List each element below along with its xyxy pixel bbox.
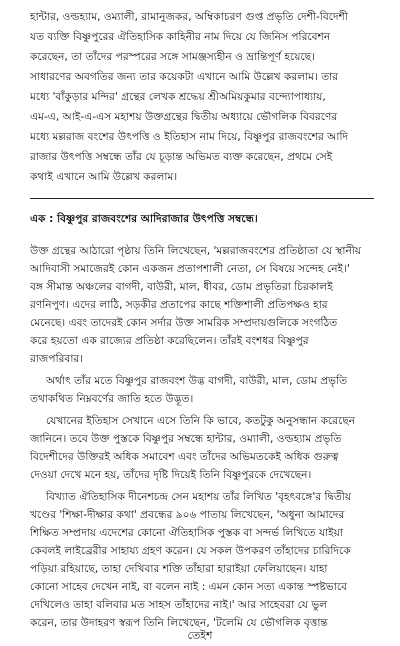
body-text-line: অর্থাৎ তাঁর মতে বিষ্ণুপুর রাজবংশ উদ্ভ বাগদী, বাউরী, মাল, ডোম প্রভৃতি bbox=[46, 375, 348, 387]
body-text-line: কথাই এখানে আমি উল্লেখ করলাম। bbox=[30, 171, 178, 183]
body-text-line: জানিনে। তবে উক্ত পুস্তকে বিষ্ণুপুর সম্বন্ধে হান্টার, ওম্যালী, ওল্ডহ্যাম প্রভৃতি bbox=[30, 433, 342, 445]
body-text-line: রাজার উৎপত্তি সম্বন্ধে তাঁর যে চূড়ান্ত অভিমত ব্যক্ত করেছেন, প্রথমে সেই bbox=[30, 151, 333, 163]
body-text-line: মেনেছে। এবং তাদেরই কোন সর্দার উক্ত সামরিক সম্প্রদায়গুলিকে সংগঠিত bbox=[30, 317, 338, 329]
body-text-line: করে হয়তো এক রাজ্যের প্রতিষ্ঠা করেছিলেন। তাঁরই বংশধর বিষ্ণুপুর bbox=[30, 335, 309, 347]
body-text-line: দেখিলেও তাহা বলিবার মত সাহস তাঁহাদের নাই।' আর সাহেবরা যে ভুল bbox=[30, 599, 328, 611]
body-text-line: মধ্যে মল্লরাজ বংশের উৎপত্তি ও ইতিহাস নাম দিয়ে, বিষ্ণুপুর রাজবংশের আদি bbox=[30, 131, 349, 143]
body-text-line: আদিবাসী সমাজেরই কোন একজন প্রতাপশালী নেতা, সে বিষয়ে সন্দেহ নেই।' bbox=[30, 263, 350, 275]
body-text-line: এম-এ, আই-এ-এস মহাশয় উক্তগ্রন্থের দ্বিতীয় অধ্যায়ে ভৌগলিক বিবরণের bbox=[30, 111, 338, 123]
body-text-line: সাধারণের অবগতির জন্য তার কয়েকটা এখানে আমি উল্লেখ করলাম। তার bbox=[30, 71, 339, 83]
body-text-line: করেছেন, তা তাঁদের পরস্পরের সঙ্গে সামঞ্জস্যহীন ও ভ্রান্তিপূর্ণ হয়েছে। bbox=[30, 51, 315, 63]
body-text-line: শিক্ষিত সম্প্রদায় এদেশের কোনো ঐতিহাসিক পুস্তক বা সন্দর্ভ লিখিতে যাইয়া bbox=[30, 527, 343, 539]
body-text-line: পড়িয়া রহিয়াছে, তাহা দেখিবার শক্তি তাঁহারা হারাইয়া ফেলিয়াছেন। যাহা bbox=[30, 563, 328, 575]
body-text-line: খণ্ডের 'শিক্ষা-দীক্ষার কথা' প্রবন্ধের ৯০৬ পাতায় লিখেছেন, 'অধুনা আমাদের bbox=[30, 509, 345, 521]
body-text-line: রাজপরিবার। bbox=[30, 353, 84, 365]
body-text-line: রণনিপুণ। এদের লাঠি, সড়কীর প্রতাপের কাছে শক্তিশালী প্রতিপক্ষও হার bbox=[30, 299, 328, 311]
body-text-line: কোনো সাহেব দেখেন নাই, বা বলেন নাই : এমন কোন সত্য একান্ত স্পষ্টভাবে bbox=[30, 581, 347, 593]
body-text-line: যেখানের ইতিহাস সেখানে এসে তিনি কি ভাবে, কতটুকু অনুসন্ধান করেছেন bbox=[46, 415, 356, 427]
body-text-line: কেবলই লাইব্রেরীর সাহায্য গ্রহণ করেন। যে সকল উপকরণ তাঁহাদের চারিদিকে bbox=[30, 545, 351, 557]
body-text-line: হান্টার, ওল্ডহ্যাম, ওম্যালী, রামানুজকর, অম্বিকাচরণ গুপ্ত প্রভৃতি দেশী-বিদেশী bbox=[30, 11, 348, 23]
body-text-line: দেওয়া দেখে মনে হয়, তাঁদের দৃষ্টি দিয়েই তিনি বিষ্ণুপুরকে দেখেছেন। bbox=[30, 469, 312, 481]
body-text-line: যত ব্যক্তি বিষ্ণুপুরের ঐতিহাসিক কাহিনীর নাম দিয়ে যে জিনিস পরিবেশন bbox=[30, 31, 331, 43]
body-text-line: উক্ত গ্রন্থের আঠারো পৃষ্ঠায় তিনি লিখেছেন, 'মল্লরাজবংশের প্রতিষ্ঠাতা যে স্থানীয় bbox=[30, 245, 362, 257]
body-text-line: করেন, তার উদাহরণ স্বরূপ তিনি লিখেছেন, 'টলেমি যে ভৌগলিক বৃত্তান্ত bbox=[30, 617, 328, 629]
section-heading: এক : বিষ্ণুপুর রাজবংশের আদিরাজার উৎপত্তি সম্বন্ধে। bbox=[30, 213, 258, 225]
body-text-line: বিদেশীদের উক্তিরই অধিক সমাবেশ এবং তাঁদের অভিমতকেই অধিক গুরুত্ব bbox=[30, 451, 339, 463]
body-text-line: তথাকথিত নিম্নবর্ণের জাতি হতে উদ্ভূত। bbox=[30, 393, 194, 405]
section-divider bbox=[30, 198, 374, 199]
body-text-line: বিখ্যাত ঐতিহাসিক দীনেশচন্দ্র সেন মহাশয় তাঁর লিখিত 'বৃহৎবঙ্গে'র দ্বিতীয় bbox=[46, 491, 352, 503]
body-text-line: বঙ্গ সীমান্ত অঞ্চলের বাগদী, বাউরী, মাল, ধীবর, ডোম প্রভৃতিরা চিরকালই bbox=[30, 281, 333, 293]
body-text-line: মধ্যে 'বাঁকুড়ার মন্দির' গ্রন্থের লেখক শ্রদ্ধেয় শ্রীঅমিয়কুমার বন্দ্যোপাধ্যায়, bbox=[30, 91, 326, 103]
page-number: তেইশ bbox=[187, 629, 213, 642]
